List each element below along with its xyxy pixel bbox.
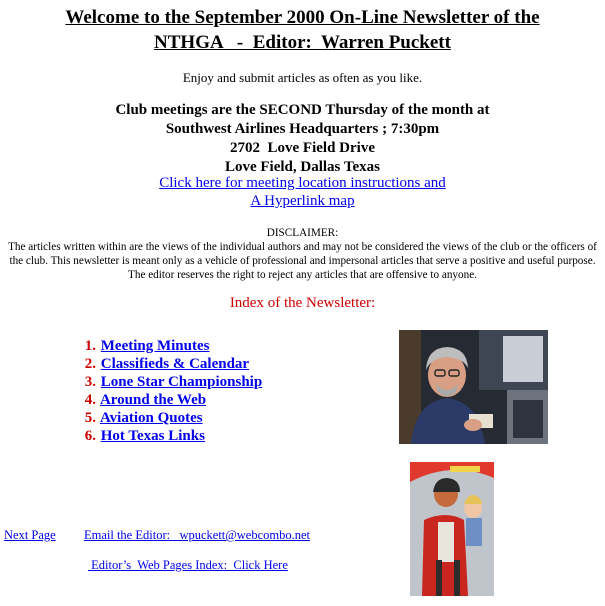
editor-index-block <box>88 558 288 573</box>
index-link-lone-star-championship[interactable]: Lone Star Championship <box>100 374 263 390</box>
pilot-with-child-photo <box>410 462 494 596</box>
title-line-2: NTHGA - Editor: Warren Puckett <box>154 32 451 53</box>
index-item <box>64 337 262 355</box>
email-editor-link[interactable]: Email the Editor: wpuckett@webcombo.net <box>83 528 311 542</box>
disclaimer <box>6 226 599 282</box>
man-at-computer-image <box>399 330 548 444</box>
man-at-computer-photo <box>399 330 548 444</box>
index-number: 6. <box>84 428 96 444</box>
meeting-location-link[interactable]: Click here for meeting location instructions and <box>159 175 446 191</box>
meeting-location-link-block <box>0 174 605 210</box>
meeting-line-2: Southwest Airlines Headquarters ; 7:30pm <box>165 121 440 137</box>
title-line-1: Welcome to the September 2000 On-Line Newsletter of the <box>65 7 540 28</box>
index-link-classifieds-calendar[interactable]: Classifieds & Calendar <box>100 356 250 372</box>
index-number: 3. <box>84 374 96 390</box>
disclaimer-body: The articles written within are the views of the individual authors and may not be considered the views of the club or the officers of the club. This newsletter is meant only as a vehicle of professional and impersonal articles that serve a positive and useful purpose. The editor reserves the right to reject any articles that are offensive to anyone. <box>8 241 597 281</box>
index-heading: Index of the Newsletter: <box>229 295 376 311</box>
page-title <box>0 5 605 55</box>
meeting-line-3: 2702 Love Field Drive <box>230 140 375 156</box>
index-link-meeting-minutes[interactable]: Meeting Minutes <box>100 338 210 354</box>
disclaimer-heading: DISCLAIMER: <box>266 227 339 239</box>
intro-text: Enjoy and submit articles as often as you like. <box>182 70 423 85</box>
index-number: 5. <box>84 410 96 426</box>
meeting-line-4: Love Field, Dallas Texas <box>224 159 381 175</box>
index-link-hot-texas-links[interactable]: Hot Texas Links <box>100 428 205 444</box>
pilot-with-child-image <box>410 462 494 596</box>
newsletter-index-list <box>64 337 262 445</box>
index-number: 1. <box>84 338 96 354</box>
meeting-line-1: Club meetings are the SECOND Thursday of the month at <box>115 102 490 118</box>
hyperlink-map-link[interactable]: A Hyperlink map <box>250 193 355 209</box>
next-page-link[interactable]: Next Page <box>4 528 56 542</box>
meeting-info <box>0 101 605 177</box>
index-link-around-the-web[interactable]: Around the Web <box>99 392 207 408</box>
index-item <box>64 373 262 391</box>
footer-links <box>4 528 310 543</box>
index-number: 2. <box>84 356 96 372</box>
index-item <box>64 409 262 427</box>
index-number: 4. <box>84 392 96 408</box>
index-item <box>64 391 262 409</box>
editor-web-pages-index-link[interactable]: Editor’s Web Pages Index: Click Here <box>88 558 288 572</box>
index-link-aviation-quotes[interactable]: Aviation Quotes <box>99 410 203 426</box>
index-item <box>64 355 262 373</box>
index-item <box>64 427 262 445</box>
